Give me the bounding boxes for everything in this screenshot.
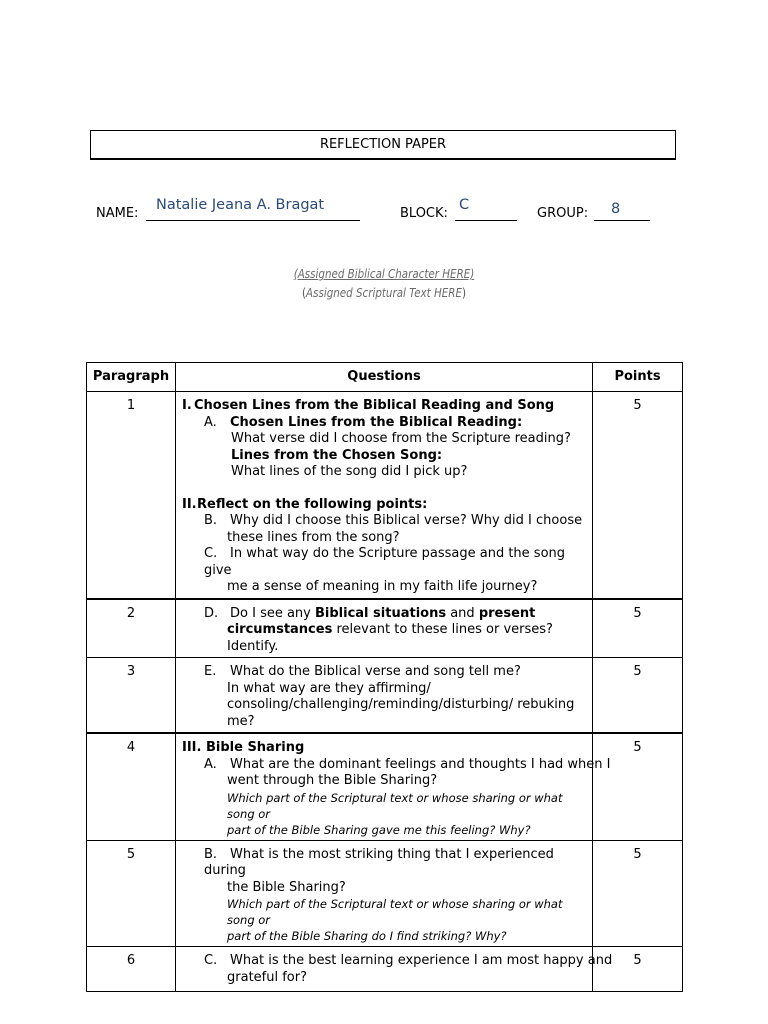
- list-item: A. What are the dominant feelings and thoughts I had when I: [204, 756, 611, 772]
- questions-cell: [176, 392, 593, 599]
- paragraph-cell: 4: [87, 733, 176, 840]
- question-hint: part of the Bible Sharing gave me this feeling? Why?: [227, 822, 531, 837]
- table-row: [87, 599, 683, 658]
- question-text: circumstances relevant to these lines or verses?: [227, 622, 553, 637]
- name-value[interactable]: Natalie Jeana A. Bragat: [156, 197, 325, 213]
- section-heading: III. Bible Sharing: [182, 740, 305, 755]
- table-row: [87, 947, 683, 992]
- section-heading: I. Chosen Lines from the Biblical Reading and Song: [182, 398, 555, 413]
- question-text: the Bible Sharing?: [227, 879, 346, 895]
- question-text: In what way are they affirming/: [227, 680, 431, 696]
- question-text: What lines of the song did I pick up?: [231, 464, 468, 479]
- group-value[interactable]: 8: [611, 201, 621, 217]
- paragraph-cell: 3: [87, 658, 176, 734]
- table-row: [87, 840, 683, 947]
- subheading: Lines from the Chosen Song:: [231, 447, 443, 463]
- paragraph-cell: 5: [87, 840, 176, 947]
- block-value[interactable]: C: [459, 197, 470, 213]
- group-underline: [594, 220, 650, 221]
- header-paragraph: Paragraph: [87, 363, 176, 392]
- question-hint: Which part of the Scriptural text or whose sharing or what song or: [227, 897, 563, 927]
- question-hint: Which part of the Scriptural text or whose sharing or what song or: [227, 790, 563, 821]
- name-label: NAME:: [96, 206, 139, 221]
- points-cell: 5: [593, 658, 683, 734]
- points-cell: 5: [593, 733, 683, 840]
- question-text: What verse did I choose from the Scripture reading?: [231, 431, 571, 446]
- points-cell: 5: [593, 599, 683, 658]
- assigned-character: [54, 267, 714, 281]
- list-item: D. Do I see any Biblical situations and present: [204, 605, 536, 621]
- points-cell: 5: [593, 947, 683, 992]
- paragraph-cell: 2: [87, 599, 176, 658]
- group-label: GROUP:: [537, 206, 589, 221]
- document-title: REFLECTION PAPER: [319, 137, 447, 152]
- question-text: me a sense of meaning in my faith life journey?: [227, 579, 538, 594]
- points-cell: 5: [593, 392, 683, 599]
- assigned-scriptural-text: [54, 286, 714, 300]
- question-text: these lines from the song?: [227, 529, 400, 545]
- header-questions: Questions: [176, 363, 593, 392]
- assigned-character-text: (Assigned Biblical Character HERE): [293, 267, 475, 281]
- question-text: grateful for?: [227, 969, 307, 985]
- points-cell: 5: [593, 840, 683, 947]
- paragraph-cell: 1: [87, 392, 176, 599]
- table-header-row: [87, 363, 683, 392]
- question-text: consoling/challenging/reminding/disturbing/ rebuking me?: [227, 697, 575, 729]
- table-row: [87, 658, 683, 734]
- questions-cell: [176, 733, 611, 840]
- list-item: A. Chosen Lines from the Biblical Reading:: [204, 414, 523, 430]
- list-item: C. What is the best learning experience I am most happy and: [204, 953, 613, 968]
- question-text: Identify.: [227, 638, 279, 654]
- block-label: BLOCK:: [400, 206, 448, 221]
- questions-cell: [176, 840, 593, 947]
- questions-cell: [176, 947, 613, 992]
- table-row: [87, 392, 683, 599]
- section-heading: II.Reflect on the following points:: [182, 496, 428, 512]
- question-text: went through the Bible Sharing?: [227, 773, 438, 788]
- name-underline: [146, 220, 360, 221]
- questions-cell: [176, 658, 593, 734]
- table-row: [87, 733, 683, 840]
- paragraph-cell: 6: [87, 947, 176, 992]
- list-item: B. What is the most striking thing that I experienced during: [204, 846, 554, 878]
- list-item: B. Why did I choose this Biblical verse? Why did I choose: [204, 513, 583, 528]
- block-underline: [455, 220, 517, 221]
- assigned-text: Assigned Scriptural Text HERE: [306, 286, 462, 300]
- close-paren: ): [461, 286, 466, 300]
- header-points: Points: [593, 363, 683, 392]
- document-title-box: [90, 130, 676, 160]
- list-item: E. What do the Biblical verse and song tell me?: [204, 664, 521, 679]
- open-paren: (: [302, 286, 307, 300]
- question-hint: part of the Bible Sharing do I find striking? Why?: [227, 929, 507, 943]
- questions-cell: [176, 599, 593, 658]
- rubric-table: [86, 362, 683, 992]
- list-item: C. In what way do the Scripture passage and the song give: [204, 546, 566, 578]
